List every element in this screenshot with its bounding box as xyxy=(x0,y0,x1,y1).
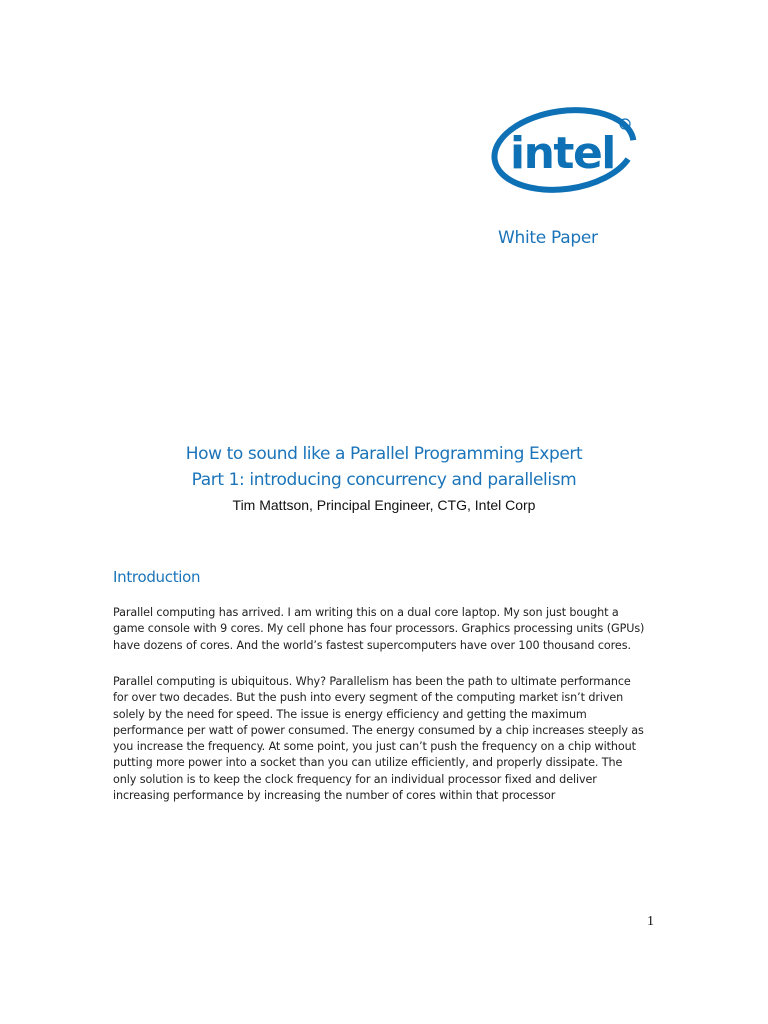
author-line: Tim Mattson, Principal Engineer, CTG, Intel Corp xyxy=(232,497,536,513)
paragraph-line: only solution is to keep the clock frequency for an individual processor fixed and deliver xyxy=(113,772,597,786)
title-text-1: How to sound like a Parallel Programming Expert xyxy=(185,444,583,464)
registered-mark: R xyxy=(622,120,628,129)
paragraph xyxy=(113,605,663,654)
paragraph-line: performance per watt of power consumed. The energy consumed by a chip increases steeply as xyxy=(113,723,644,737)
paragraph-line: have dozens of cores. And the world’s fastest supercomputers have over 100 thousand cores. xyxy=(113,638,631,652)
section-heading: Introduction xyxy=(113,568,201,586)
paragraph-line: game console with 9 cores. My cell phone has four processors. Graphics processing units (GPUs) xyxy=(113,622,645,636)
page-number: 1 xyxy=(647,914,654,929)
intel-logo xyxy=(490,106,642,196)
document-type-label: White Paper xyxy=(498,228,598,248)
paragraph-line: for over two decades. But the push into every segment of the computing market isn’t driven xyxy=(113,691,624,705)
paragraph-line: Parallel computing has arrived. I am writing this on a dual core laptop. My son just bought a xyxy=(113,606,619,619)
intel-logo-icon xyxy=(490,106,642,196)
paragraph-line: Parallel computing is ubiquitous. Why? Parallelism has been the path to ultimate performance xyxy=(113,675,631,688)
paragraph xyxy=(113,674,663,804)
paragraph-line: putting more power into a socket than you can utilize efficiently, and properly dissipate. The xyxy=(113,756,623,770)
paragraph-line: you increase the frequency. At some point, you just can’t push the frequency on a chip without xyxy=(113,740,636,754)
paragraph-line: solely by the need for speed. The issue is energy efficiency and getting the maximum xyxy=(113,707,587,721)
title-text-2: Part 1: introducing concurrency and parallelism xyxy=(191,470,577,490)
intel-wordmark: intel xyxy=(510,128,615,179)
title-line-1 xyxy=(0,441,768,467)
paragraph-line: increasing performance by increasing the number of cores within that processor xyxy=(113,789,556,803)
title-line-2 xyxy=(0,467,768,493)
